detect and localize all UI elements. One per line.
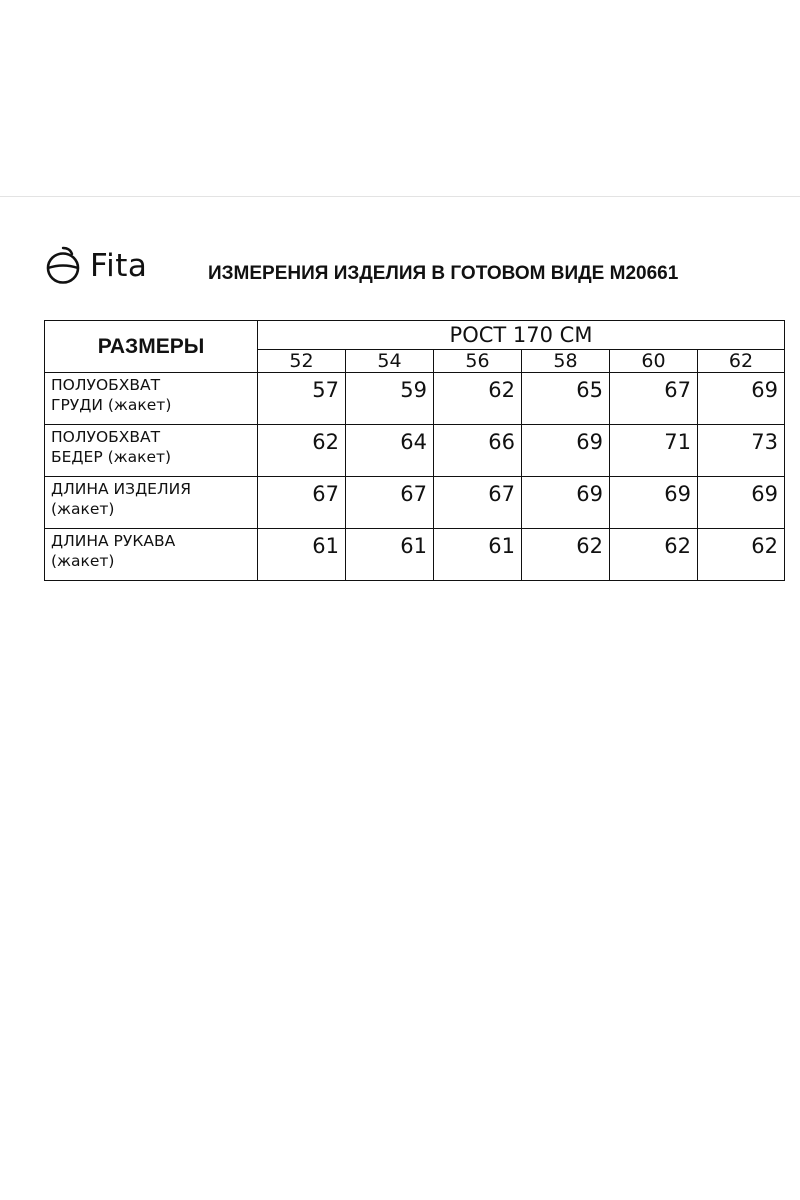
parameter-label-line1: ПОЛУОБХВАТ [51, 376, 161, 394]
brand-logo [44, 244, 147, 288]
measurement-cell: 71 [610, 425, 698, 477]
measurement-cell: 59 [346, 373, 434, 425]
parameter-label [45, 425, 258, 477]
sizes-header: РАЗМЕРЫ [45, 321, 258, 373]
measurement-cell: 62 [258, 425, 346, 477]
document-header [44, 244, 764, 288]
parameter-label-line1: ДЛИНА РУКАВА [51, 532, 176, 550]
parameter-label-line2: ГРУДИ (жакет) [51, 396, 172, 414]
measurement-cell: 67 [346, 477, 434, 529]
parameter-label [45, 529, 258, 581]
measurement-cell: 65 [522, 373, 610, 425]
parameter-label-line2: (жакет) [51, 552, 115, 570]
measurement-cell: 67 [610, 373, 698, 425]
measurement-cell: 69 [610, 477, 698, 529]
measurement-cell: 61 [434, 529, 522, 581]
size-header-cell: 58 [522, 350, 610, 373]
height-header: РОСТ 170 СМ [258, 321, 785, 350]
parameter-label [45, 373, 258, 425]
page-divider [0, 196, 800, 197]
table-row [45, 477, 785, 529]
measurement-cell: 69 [522, 477, 610, 529]
parameter-label-line2: (жакет) [51, 500, 115, 518]
measurement-cell: 61 [258, 529, 346, 581]
size-header-cell: 60 [610, 350, 698, 373]
measurement-cell: 64 [346, 425, 434, 477]
size-header-cell: 52 [258, 350, 346, 373]
parameter-label-line1: ПОЛУОБХВАТ [51, 428, 161, 446]
measurement-cell: 62 [434, 373, 522, 425]
parameter-label-line2: БЕДЕР (жакет) [51, 448, 172, 466]
measurement-cell: 57 [258, 373, 346, 425]
measurement-cell: 61 [346, 529, 434, 581]
brand-name: Fita [90, 248, 148, 284]
measurement-cell: 62 [610, 529, 698, 581]
table-header-row [45, 321, 785, 350]
measurement-cell: 67 [434, 477, 522, 529]
document-title: ИЗМЕРЕНИЯ ИЗДЕЛИЯ В ГОТОВОМ ВИДЕ М20661 [208, 263, 679, 284]
size-header-cell: 62 [698, 350, 785, 373]
measurement-cell: 62 [522, 529, 610, 581]
measurement-cell: 62 [698, 529, 785, 581]
measurement-cell: 66 [434, 425, 522, 477]
measurement-cell: 69 [522, 425, 610, 477]
size-chart-table [44, 320, 785, 581]
parameter-label-line1: ДЛИНА ИЗДЕЛИЯ [51, 480, 191, 498]
table-row [45, 529, 785, 581]
measurement-cell: 67 [258, 477, 346, 529]
size-header-cell: 54 [346, 350, 434, 373]
parameter-label [45, 477, 258, 529]
size-header-cell: 56 [434, 350, 522, 373]
fita-mark-icon [44, 246, 82, 286]
table-row [45, 373, 785, 425]
measurement-cell: 69 [698, 477, 785, 529]
measurement-cell: 73 [698, 425, 785, 477]
measurement-cell: 69 [698, 373, 785, 425]
table-row [45, 425, 785, 477]
